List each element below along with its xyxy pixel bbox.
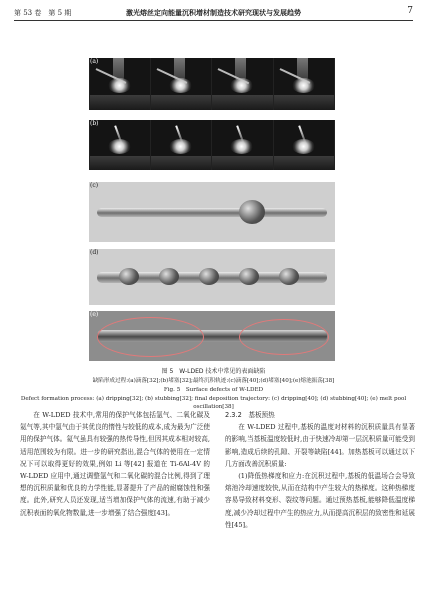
right-text-column — [225, 409, 415, 531]
stubbing-bump-1 — [119, 268, 139, 285]
stubbing-bump-4 — [239, 268, 259, 285]
photo-frame-b3 — [212, 120, 273, 170]
figure-panel-e — [89, 311, 335, 361]
running-title: 激光熔丝定向能量沉积增材制造技术研究现状与发展趋势 — [126, 8, 301, 17]
journal-volume-issue: 第 53 卷 第 5 期 — [14, 9, 72, 17]
body-paragraph: 在 W-LDED 技术中,常用的保护气体包括氩气、二氧化碳及氦气等,其中氩气由于其优良的惰性与较低的成本,成为最为广泛使用的保护气体。氦气虽具有较强的热传导性,但因其成本相对较高,适用范围较为有限。进一步的研究指出,混合气体的使用在一定情况下可以取得更好的效果,例如 Li 等[42] 报道在 Ti-6Al-4V 的 W-LDED 应用中,通过调整氩气和二氧化碳的混合比例,得到了理想的沉积质量和优良的力学性能,显著提升了产品的耐腐蚀性和强度。此外,研究人员还发现,适当增加保护气体的流速,有助于减少沉积表面的氧化物数量,进一步增强了结合强度[43]。 — [20, 411, 210, 517]
panel-label-b: (b) — [90, 120, 99, 127]
dripping-droplet — [239, 200, 265, 224]
photo-frame-a1 — [90, 58, 150, 110]
figure-caption-cn-body: 缺陷形成过程:(a)滴落[32];(b)堵塞[32];最终沉积轨迹:(c)滴落[40];(d)堵塞[40];(e)熔池振荡[38] — [92, 378, 335, 384]
page-header — [14, 6, 413, 20]
highlight-ellipse-left — [97, 317, 204, 357]
left-text-column — [20, 409, 210, 519]
panel-label-a: (a) — [90, 58, 99, 65]
header-rule — [14, 20, 413, 21]
panel-label-e: (e) — [90, 311, 99, 318]
stubbing-bump-2 — [159, 268, 179, 285]
body-paragraph: 在 W-LDED 过程中,基板的温度对材料的沉积质量具有显著的影响,当基板温度较低时,由于快速冷却第一层沉积质量可能受到影响,造成后续的孔隙、开裂等缺陷[44]。加热基板可以通过以下几方面改善沉积质量: — [225, 423, 415, 468]
photo-frame-a4 — [274, 58, 334, 110]
photo-frame-a2 — [151, 58, 211, 110]
figure-panel-b — [89, 120, 335, 170]
figure-panel-a — [89, 58, 335, 110]
body-paragraph: (1)降低热梯度和应力:在沉积过程中,基板的低温场合会导致熔池冷却速度较快,从而在结构中产生较大的热梯度。这种热梯度容易导致材料变形、裂纹等问题。通过预热基板,能够降低温度梯度,减少冷却过程中产生的热应力,从而提高沉积层的致密性和延展性[45]。 — [225, 472, 415, 529]
stubbing-bump-5 — [279, 268, 299, 285]
figure-caption-en-body: Defect formation process: (a) dripping[32]; (b) stubbing[32]; final deposition trajectory: (c) dripping[40]; (d) stubbing[40]; (e) melt pool oscillation[38] — [20, 396, 407, 410]
panel-label-d: (d) — [90, 249, 99, 256]
photo-frame-b1 — [90, 120, 150, 170]
figure-panel-d — [89, 249, 335, 305]
photo-frame-a3 — [212, 58, 273, 110]
figure-caption-cn-title: 图 5 W-LDED 技术中常见的表面缺陷 — [161, 368, 266, 375]
section-heading: 2.3.2 基板预热 — [225, 411, 275, 419]
stubbing-bump-3 — [199, 268, 219, 285]
figure-panel-c — [89, 182, 335, 242]
deposit-track-c — [97, 208, 327, 217]
highlight-ellipse-right — [239, 319, 329, 355]
panel-label-c: (c) — [90, 182, 99, 189]
photo-frame-b4 — [274, 120, 334, 170]
figure-caption-en-title: Fig. 5 Surface defects of W-LDED — [163, 387, 264, 393]
photo-frame-b2 — [151, 120, 211, 170]
page-number: 7 — [407, 6, 413, 16]
